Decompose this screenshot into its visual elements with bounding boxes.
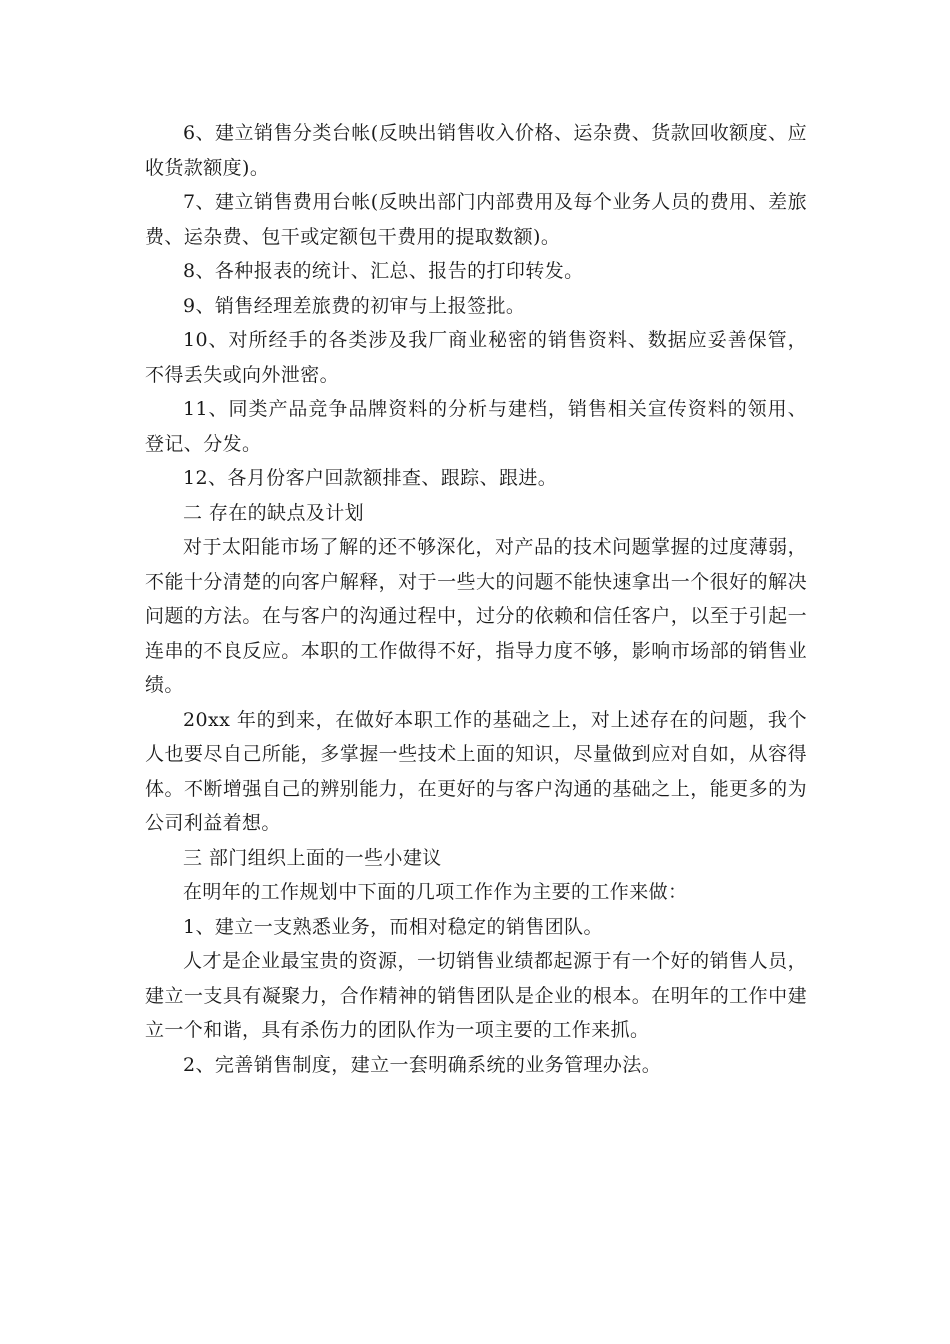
paragraph-talent: 人才是企业最宝贵的资源，一切销售业绩都起源于有一个好的销售人员，建立一支具有凝聚力，合作精神的销售团队是企业的根本。在明年的工作中建立一个和谐，具有杀伤力的团队作为一项主要的工作来抓。: [145, 950, 807, 1041]
document-page: [145, 116, 807, 1082]
paragraph-suggestion-2: 2、完善销售制度，建立一套明确系统的业务管理办法。: [183, 1053, 662, 1076]
paragraph-item-7-expense-ledger: 7、建立销售费用台帐(反映出部门内部费用及每个业务人员的费用、差旅费、运杂费、包干或定额包干费用的提取数额)。: [145, 191, 807, 248]
paragraph-item-10-confidentiality: 10、对所经手的各类涉及我厂商业秘密的销售资料、数据应妥善保管，不得丢失或向外泄密。: [145, 329, 807, 386]
paragraph-item-8-reports: 8、各种报表的统计、汇总、报告的打印转发。: [183, 260, 584, 282]
paragraph-item-6-sales-ledger: 6、建立销售分类台帐(反映出销售收入价格、运杂费、货款回收额度、应收货款额度)。: [145, 122, 807, 179]
paragraph-item-9-travel-expenses: 9、销售经理差旅费的初审与上报签批。: [183, 294, 526, 317]
paragraph-item-12-payment-tracking: 12、各月份客户回款额排查、跟踪、跟进。: [183, 467, 558, 489]
section-heading-shortcomings: 二 存在的缺点及计划: [183, 501, 365, 524]
section-heading-suggestions: 三 部门组织上面的一些小建议: [183, 846, 442, 869]
paragraph-shortcomings: 对于太阳能市场了解的还不够深化，对产品的技术问题掌握的过度薄弱，不能十分清楚的向客户解释，对于一些大的问题不能快速拿出一个很好的解决问题的方法。在与客户的沟通过程中，过分的依赖和信任客户，以至于引起一连串的不良反应。本职的工作做得不好，指导力度不够，影响市场部的销售业绩。: [145, 536, 807, 696]
paragraph-suggestions-intro: 在明年的工作规划中下面的几项工作作为主要的工作来做：: [183, 881, 688, 903]
paragraph-plan: 20xx 年的到来，在做好本职工作的基础之上，对上述存在的问题，我个人也要尽自己所能，多掌握一些技术上面的知识，尽量做到应对自如，从容得体。不断增强自己的辨别能力，在更好的与客户沟通的基础之上，能更多的为公司利益着想。: [145, 708, 807, 834]
paragraph-item-11-competitor-analysis: 11、同类产品竞争品牌资料的分析与建档，销售相关宣传资料的领用、登记、分发。: [145, 398, 807, 455]
paragraph-suggestion-1: 1、建立一支熟悉业务，而相对稳定的销售团队。: [183, 915, 603, 938]
